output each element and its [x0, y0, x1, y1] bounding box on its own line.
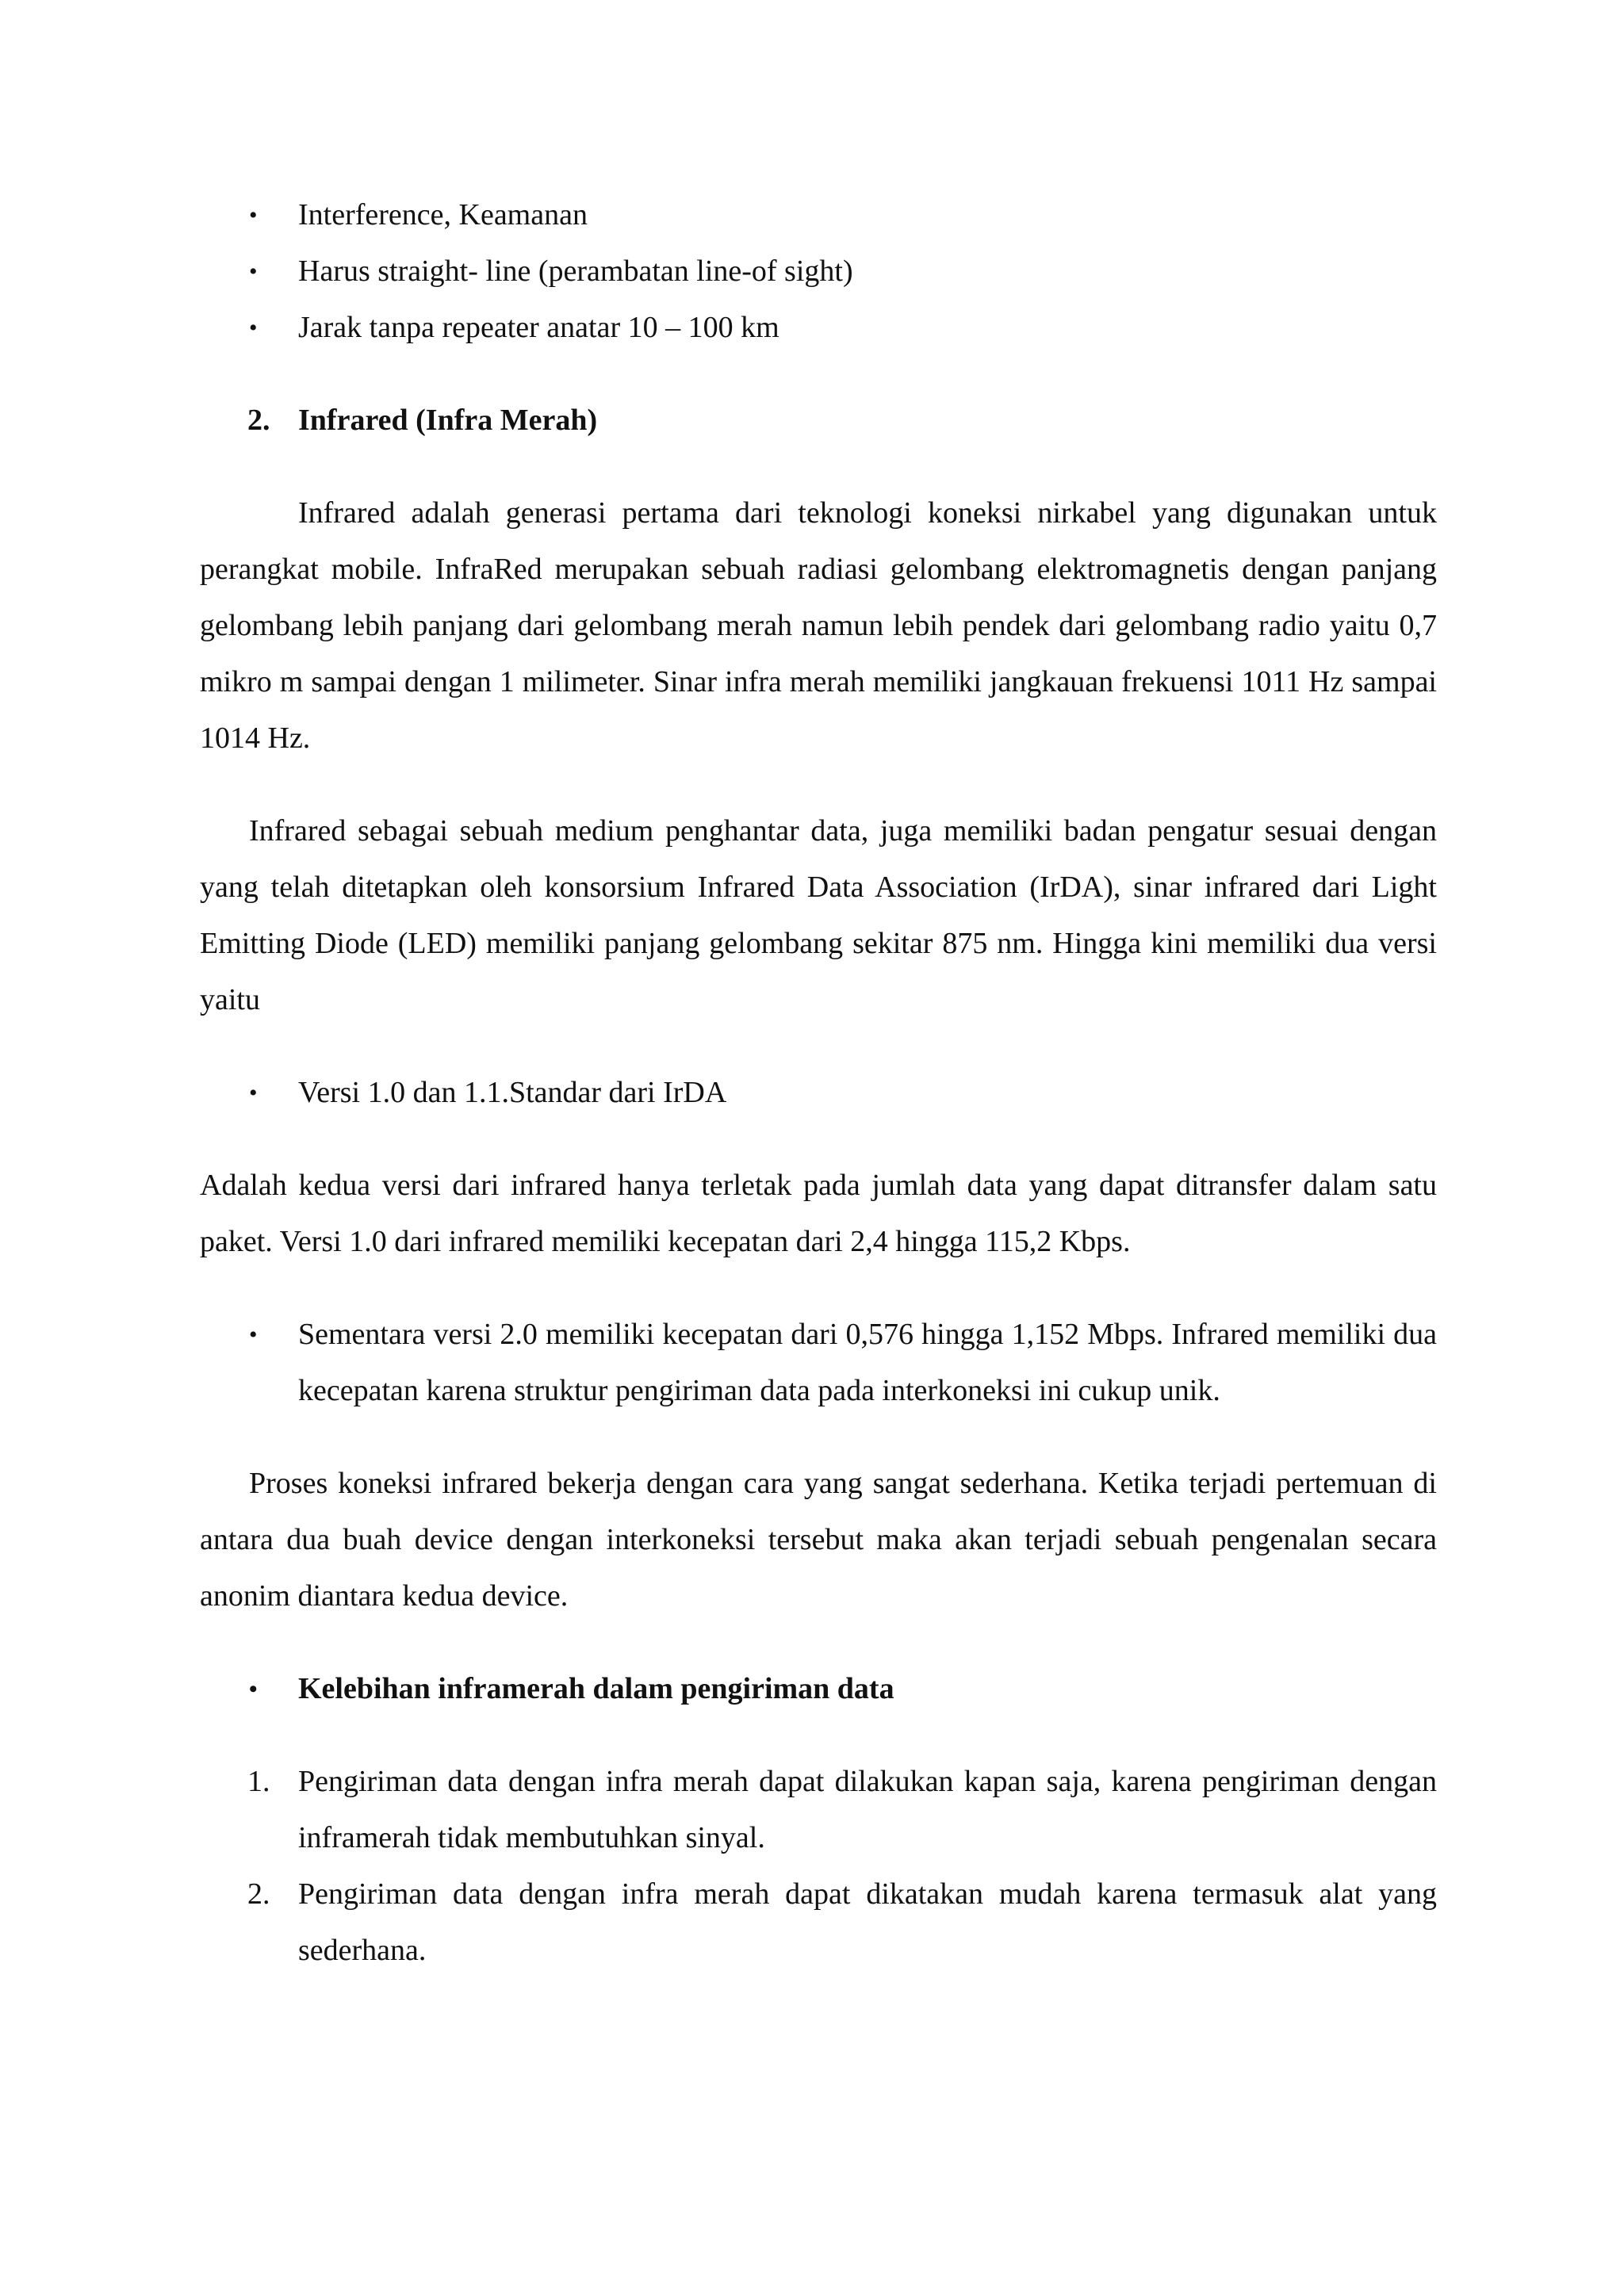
- bullet-kelebihan-heading: • Kelebihan inframerah dalam pengiriman data: [200, 1661, 1437, 1717]
- bullet-jarak-repeater: • Jarak tanpa repeater anatar 10 – 100 km: [200, 300, 1437, 356]
- numbered-item-marker: 1.: [247, 1765, 270, 1798]
- bullet-list-versi: [200, 1065, 1437, 1121]
- bullet-list-kelebihan: [200, 1661, 1437, 1717]
- bullet-interference: • Interference, Keamanan: [200, 187, 1437, 243]
- bullet-versi-2: • Sementara versi 2.0 memiliki kecepatan dari 0,576 hingga 1,152 Mbps. Infrared memiliki dua kecepatan karena struktur pengiriman data pada interkoneksi ini cukup unik.: [200, 1307, 1437, 1419]
- numbered-item-2: [200, 1866, 1437, 1979]
- paragraph-infrared-definition: Infrared adalah generasi pertama dari teknologi koneksi nirkabel yang digunakan untuk perangkat mobile. InfraRed merupakan sebuah radiasi gelombang elektromagnetis dengan panjang gelombang lebih panjang dari gelombang merah namun lebih pendek dari gelombang radio yaitu 0,7 mikro m sampai dengan 1 milimeter. Sinar infra merah memiliki jangkauan frekuensi 1011 Hz sampai 1014 Hz.: [200, 496, 1437, 755]
- document-body: [200, 187, 1437, 1979]
- numbered-list-kelebihan: [200, 1754, 1437, 1979]
- bullet-straight-line: • Harus straight- line (perambatan line-of sight): [200, 243, 1437, 300]
- bullet-list-sementara: [200, 1307, 1437, 1419]
- paragraph-versi-difference: Adalah kedua versi dari infrared hanya terletak pada jumlah data yang dapat ditransfer dalam satu paket. Versi 1.0 dari infrared memiliki kecepatan dari 2,4 hingga 115,2 Kbps.: [200, 1169, 1437, 1258]
- numbered-item-1: [200, 1754, 1437, 1866]
- paragraph-proses-koneksi: Proses koneksi infrared bekerja dengan cara yang sangat sederhana. Ketika terjadi pertemuan di antara dua buah device dengan interkoneksi tersebut maka akan terjadi sebuah pengenalan secara anonim diantara kedua device.: [200, 1467, 1437, 1613]
- paragraph-irda: Infrared sebagai sebuah medium penghantar data, juga memiliki badan pengatur sesuai dengan yang telah ditetapkan oleh konsorsium Infrared Data Association (IrDA), sinar infrared dari Light Emitting Diode (LED) memiliki panjang gelombang sekitar 875 nm. Hingga kini memiliki dua versi yaitu: [200, 814, 1437, 1016]
- numbered-item-text: Pengiriman data dengan infra merah dapat dilakukan kapan saja, karena pengiriman dengan inframerah tidak membutuhkan sinyal.: [298, 1765, 1437, 1854]
- section-heading-infrared: [200, 392, 1437, 449]
- numbered-item-marker: 2.: [247, 1877, 270, 1911]
- top-bullet-list: [200, 187, 1437, 356]
- numbered-item-text: Pengiriman data dengan infra merah dapat dikatakan mudah karena termasuk alat yang sederhana.: [298, 1877, 1437, 1967]
- section-number: 2.: [247, 404, 270, 437]
- bullet-versi-1: • Versi 1.0 dan 1.1.Standar dari IrDA: [200, 1065, 1437, 1121]
- section-title: Infrared (Infra Merah): [298, 404, 598, 437]
